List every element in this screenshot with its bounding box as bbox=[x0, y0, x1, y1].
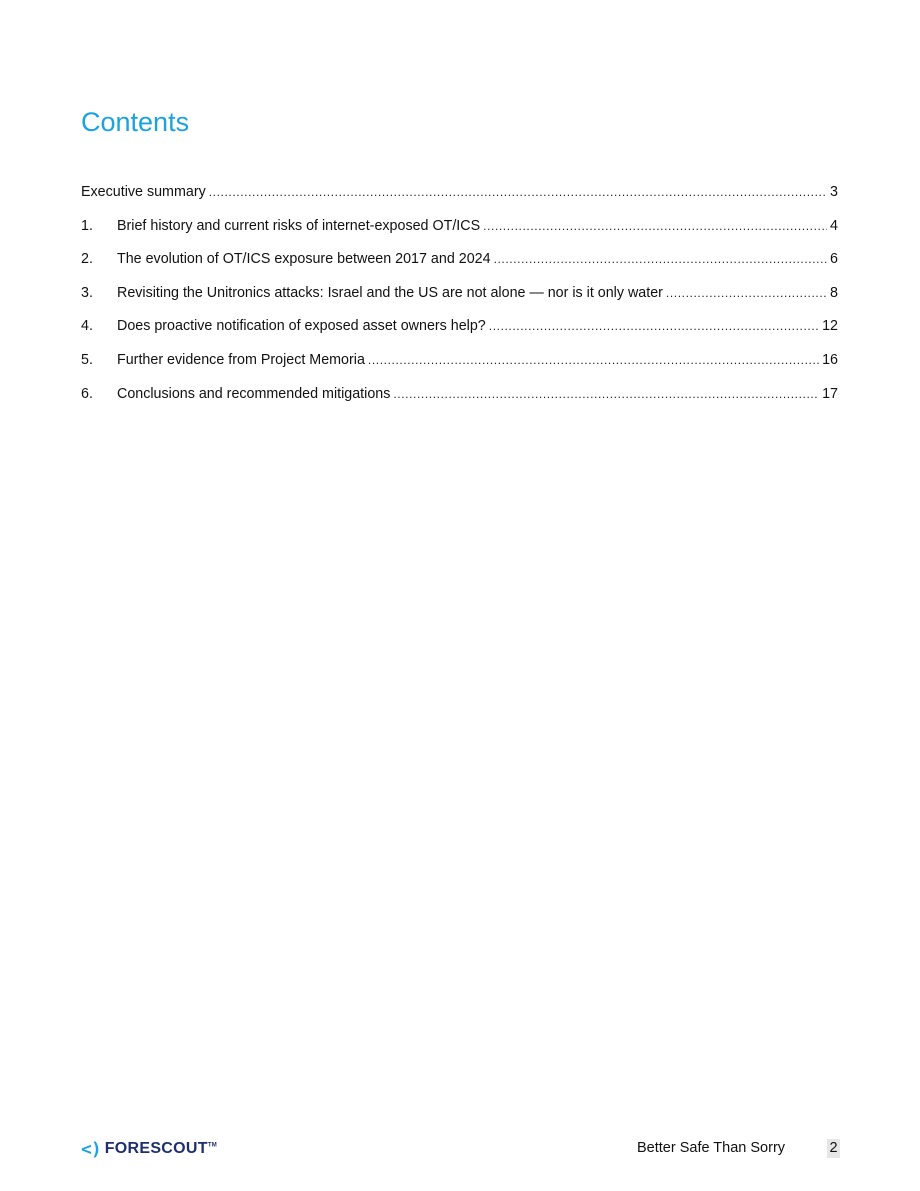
toc-leader-dots bbox=[393, 382, 819, 406]
toc-entry-number: 1. bbox=[81, 217, 93, 234]
toc-entry-label: Further evidence from Project Memoria bbox=[117, 351, 365, 368]
trademark-symbol: TM bbox=[207, 1142, 218, 1149]
toc-entry-number: 3. bbox=[81, 284, 93, 301]
toc-leader-dots bbox=[666, 281, 827, 305]
toc-entry-page: 6 bbox=[830, 251, 838, 268]
forescout-bracket-icon: <) bbox=[81, 1138, 101, 1160]
toc-entry-label: Executive summary bbox=[81, 184, 206, 200]
toc-entry-page: 3 bbox=[830, 184, 838, 200]
toc-entry-1[interactable] bbox=[81, 214, 838, 248]
toc-entry-number: 2. bbox=[81, 251, 93, 268]
toc-entry-page: 4 bbox=[830, 217, 838, 234]
toc-leader-dots bbox=[209, 180, 827, 204]
toc-leader-dots bbox=[368, 348, 819, 372]
toc-entry-5[interactable] bbox=[81, 348, 838, 382]
toc-entry-number: 6. bbox=[81, 385, 93, 402]
toc-leader-dots bbox=[489, 314, 819, 338]
toc-entry-page: 8 bbox=[830, 284, 838, 301]
toc-entry-number: 4. bbox=[81, 318, 93, 335]
toc-entry-label: Brief history and current risks of internet-exposed OT/ICS bbox=[117, 217, 481, 234]
toc-leader-dots bbox=[494, 247, 827, 271]
toc-entry-page: 17 bbox=[822, 385, 838, 402]
toc-entry-label: The evolution of OT/ICS exposure between 2017 and 2024 bbox=[117, 251, 491, 268]
logo-wordmark: FORESCOUT™ bbox=[104, 1140, 218, 1157]
page-number: 2 bbox=[827, 1139, 840, 1158]
toc-entry-2[interactable] bbox=[81, 247, 838, 281]
toc-entry-page: 12 bbox=[822, 318, 838, 335]
toc-entry-page: 16 bbox=[822, 351, 838, 368]
toc-entry-6[interactable] bbox=[81, 382, 838, 416]
toc-entry-label: Does proactive notification of exposed asset owners help? bbox=[117, 318, 486, 335]
toc-entry-executive-summary[interactable] bbox=[81, 180, 838, 214]
table-of-contents bbox=[81, 180, 838, 415]
toc-entry-number: 5. bbox=[81, 351, 93, 368]
toc-entry-label: Revisiting the Unitronics attacks: Israel and the US are not alone — nor is it only water bbox=[117, 284, 663, 301]
page-title: Contents bbox=[81, 107, 190, 137]
footer-document-title: Better Safe Than Sorry bbox=[637, 1140, 786, 1156]
forescout-logo bbox=[81, 1139, 217, 1159]
toc-entry-4[interactable] bbox=[81, 314, 838, 348]
toc-entry-label: Conclusions and recommended mitigations bbox=[117, 385, 391, 402]
toc-entry-3[interactable] bbox=[81, 281, 838, 315]
toc-leader-dots bbox=[483, 214, 827, 238]
